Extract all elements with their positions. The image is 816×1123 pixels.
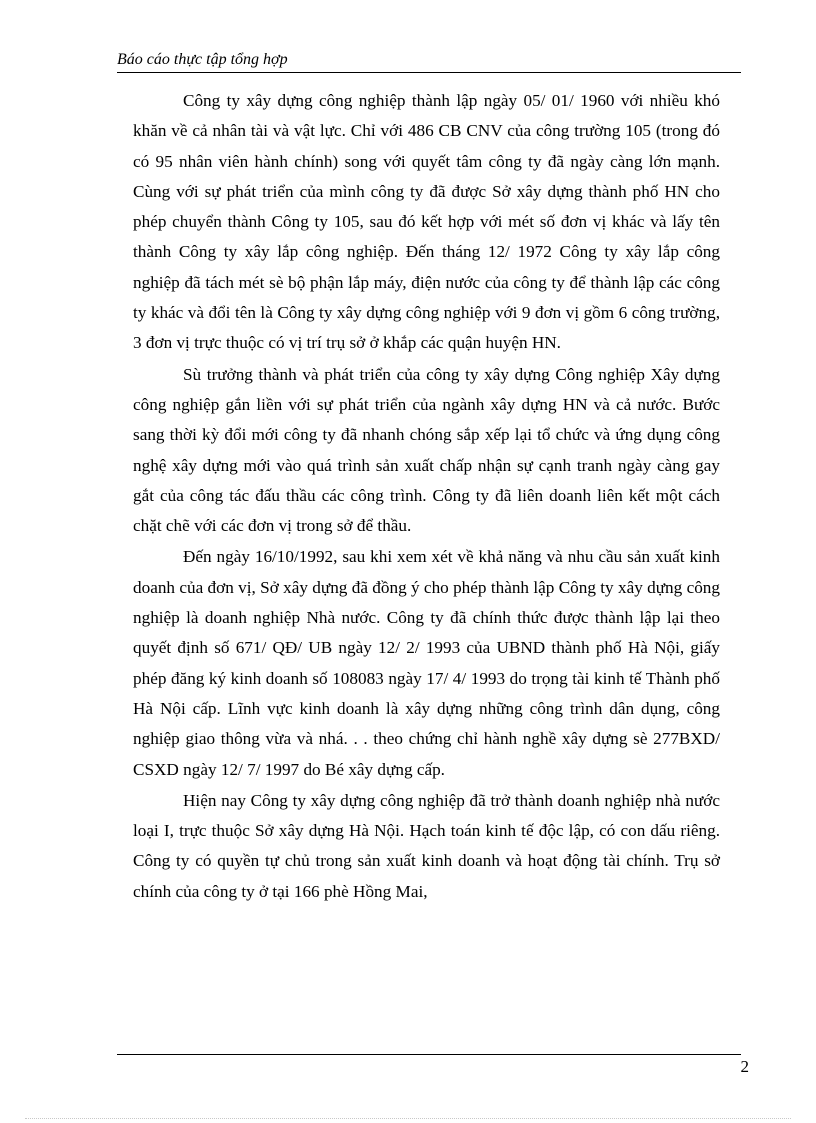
page-bottom-dotted-rule xyxy=(25,1118,791,1119)
paragraph-growth: Sù trưởng thành và phát triển của công ty xây dựng Công nghiệp Xây dựng công nghiệp gắn liền với sự phát triển của ngành xây dựng HN và cả nước. Bước sang thời kỳ đổi mới công ty đã nhanh chóng sắp xếp lại tổ chức và ứng dụng công nghệ xây dựng mới vào quá trình sản xuất chấp nhận sự cạnh tranh ngày càng gay gắt của công tác đấu thầu các công trình. Công ty đã liên doanh liên kết một cách chặt chẽ với các đơn vị trong sở để thầu. xyxy=(133,364,720,536)
paragraph-current-status: Hiện nay Công ty xây dựng công nghiệp đã trở thành doanh nghiệp nhà nước loại I, trực thuộc Sở xây dựng Hà Nội. Hạch toán kinh tế độc lập, có con dấu riêng. Công ty có quyền tự chủ trong sản xuất kinh doanh và hoạt động tài chính. Trụ sở chính của công ty ở tại 166 phè Hồng Mai, xyxy=(133,790,720,901)
paragraph-history: Công ty xây dựng công nghiệp thành lập ngày 05/ 01/ 1960 với nhiều khó khăn về cả nhân tài và vật lực. Chỉ với 486 CB CNV của công trường 105 (trong đó có 95 nhân viên hành chính) song với quyết tâm công ty đã ngày càng lớn mạnh. Cùng với sự phát triển của mình công ty đã được Sở xây dựng thành phố HN cho phép chuyển thành Công ty 105, sau đó kết hợp với mét số đơn vị khác và lấy tên thành Công ty xây lắp công nghiệp. Đến tháng 12/ 1972 Công ty xây lắp công nghiệp đã tách mét sè bộ phận lắp máy, điện nước của công ty để thành lập các công ty khác và đổi tên là Công ty xây dựng công nghiệp với 9 đơn vị gồm 6 công trường, 3 đơn vị trực thuộc có vị trí trụ sở ở khắp các quận huyện HN. xyxy=(133,91,720,353)
paragraph-establishment: Đến ngày 16/10/1992, sau khi xem xét về khả năng và nhu cầu sản xuất kinh doanh của đơn vị, Sở xây dựng đã đồng ý cho phép thành lập Công ty xây dựng công nghiệp là doanh nghiệp Nhà nước. Công ty đã chính thức được thành lập lại theo quyết định số 671/ QĐ/ UB ngày 12/ 2/ 1993 của UBND thành phố Hà Nội, giấy phép đăng ký kinh doanh số 108083 ngày 17/ 4/ 1993 do trọng tài kinh tế Thành phố Hà Nội cấp. Lĩnh vực kinh doanh là xây dựng những công trình dân dụng, công nghiệp giao thông vừa và nhá. . . theo chứng chỉ hành nghề xây dựng sè 277BXD/ CSXD ngày 12/ 7/ 1997 do Bé xây dựng cấp. xyxy=(133,547,720,779)
header-title: Báo cáo thực tập tổng hợp xyxy=(117,51,288,68)
page-number: 2 xyxy=(740,1057,749,1076)
page-header xyxy=(117,50,741,73)
document-body xyxy=(133,86,720,907)
footer-divider xyxy=(117,1054,741,1055)
